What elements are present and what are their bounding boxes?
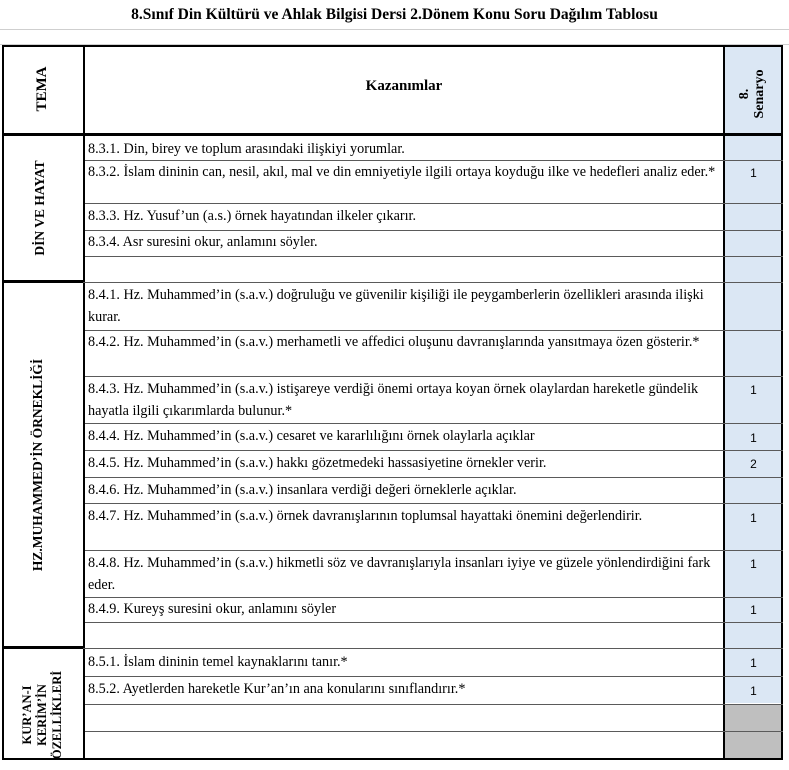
header-senaryo-line1: 8.: [737, 88, 752, 100]
theme-kuran-line1: KUR’AN-I: [20, 685, 34, 745]
header-senaryo-line2: Senaryo: [752, 69, 767, 119]
kazanim-text: 8.5.1. İslam dininin temel kaynaklarını tanır.*: [88, 654, 348, 670]
senaryo-count: 1: [750, 431, 757, 445]
senaryo-count: 1: [750, 511, 757, 525]
kazanim-text: 8.4.5. Hz. Muhammed’in (s.a.v.) hakkı gözetmedeki hassasiyetine örnekler verir.: [88, 455, 547, 471]
senaryo-count: 1: [750, 603, 757, 617]
kazanim-text: 8.3.3. Hz. Yusuf’un (a.s.) örnek hayatından ilkeler çıkarır.: [88, 208, 417, 224]
kazanim-text: 8.4.7. Hz. Muhammed’in (s.a.v.) örnek davranışlarının toplumsal hayattaki önemini değerlendirir.: [88, 508, 643, 524]
senaryo-count: 1: [750, 684, 757, 698]
theme-kuran-line3: ÖZELLİKLERİ: [50, 670, 64, 760]
kazanim-text: 8.4.3. Hz. Muhammed’in (s.a.v.) istişareye verdiği önemi ortaya koyan örnek olaylardan hareketle gündelik hayatla ilgili çıkarımlarda bulunur.*: [88, 381, 699, 419]
kazanim-text: 8.4.8. Hz. Muhammed’in (s.a.v.) hikmetli söz ve davranışlarıyla insanları iyiye ve güzele yönlendirdiğini fark eder.: [88, 555, 711, 593]
senaryo-count: 1: [750, 166, 757, 180]
theme-kuran-line2: KERİM’İN: [35, 684, 49, 746]
kazanim-text: 8.4.6. Hz. Muhammed’in (s.a.v.) insanlara verdiği değeri örneklerle açıklar.: [88, 482, 517, 498]
kazanim-text: 8.3.1. Din, birey ve toplum arasındaki ilişkiyi yorumlar.: [88, 141, 405, 157]
page-title: 8.Sınıf Din Kültürü ve Ahlak Bilgisi Dersi 2.Dönem Konu Soru Dağılım Tablosu: [131, 6, 658, 23]
kazanim-text: 8.4.1. Hz. Muhammed’in (s.a.v.) doğruluğu ve güvenilir kişiliği ile peygamberlerin özellikleri arasında ilişki kurar.: [88, 287, 704, 325]
kazanim-text: 8.3.2. İslam dininin can, nesil, akıl, mal ve din emniyetiyle ilgili ortaya koyduğu ilke ve hedefleri analiz eder.*: [88, 164, 716, 180]
kazanim-text: 8.4.4. Hz. Muhammed’in (s.a.v.) cesaret ve kararlılığını örnek olaylarla açıklar: [88, 428, 535, 444]
kazanim-text: 8.3.4. Asr suresini okur, anlamını söyler.: [88, 234, 318, 250]
senaryo-count: 2: [750, 457, 757, 471]
senaryo-count: 1: [750, 557, 757, 571]
header-tema: TEMA: [34, 66, 50, 112]
theme-hz-muhammed: HZ.MUHAMMED’İN ÖRNEKLİĞİ: [30, 358, 45, 572]
kazanim-text: 8.4.2. Hz. Muhammed’in (s.a.v.) merhametli ve affedici oluşunu davranışlarında yansıtmaya özen gösterir.*: [88, 334, 700, 350]
kazanim-text: 8.4.9. Kureyş suresini okur, anlamını söyler: [88, 601, 337, 617]
senaryo-count: 1: [750, 383, 757, 397]
senaryo-count: 1: [750, 656, 757, 670]
theme-din-ve-hayat: DİN VE HAYAT: [32, 160, 47, 256]
theme-kuran-ozellikleri: [20, 660, 70, 770]
kazanim-text: 8.5.2. Ayetlerden hareketle Kur’an’ın ana konularını sınıflandırır.*: [88, 681, 466, 697]
header-senaryo: [737, 49, 767, 139]
header-kazanimlar: Kazanımlar: [365, 78, 443, 94]
